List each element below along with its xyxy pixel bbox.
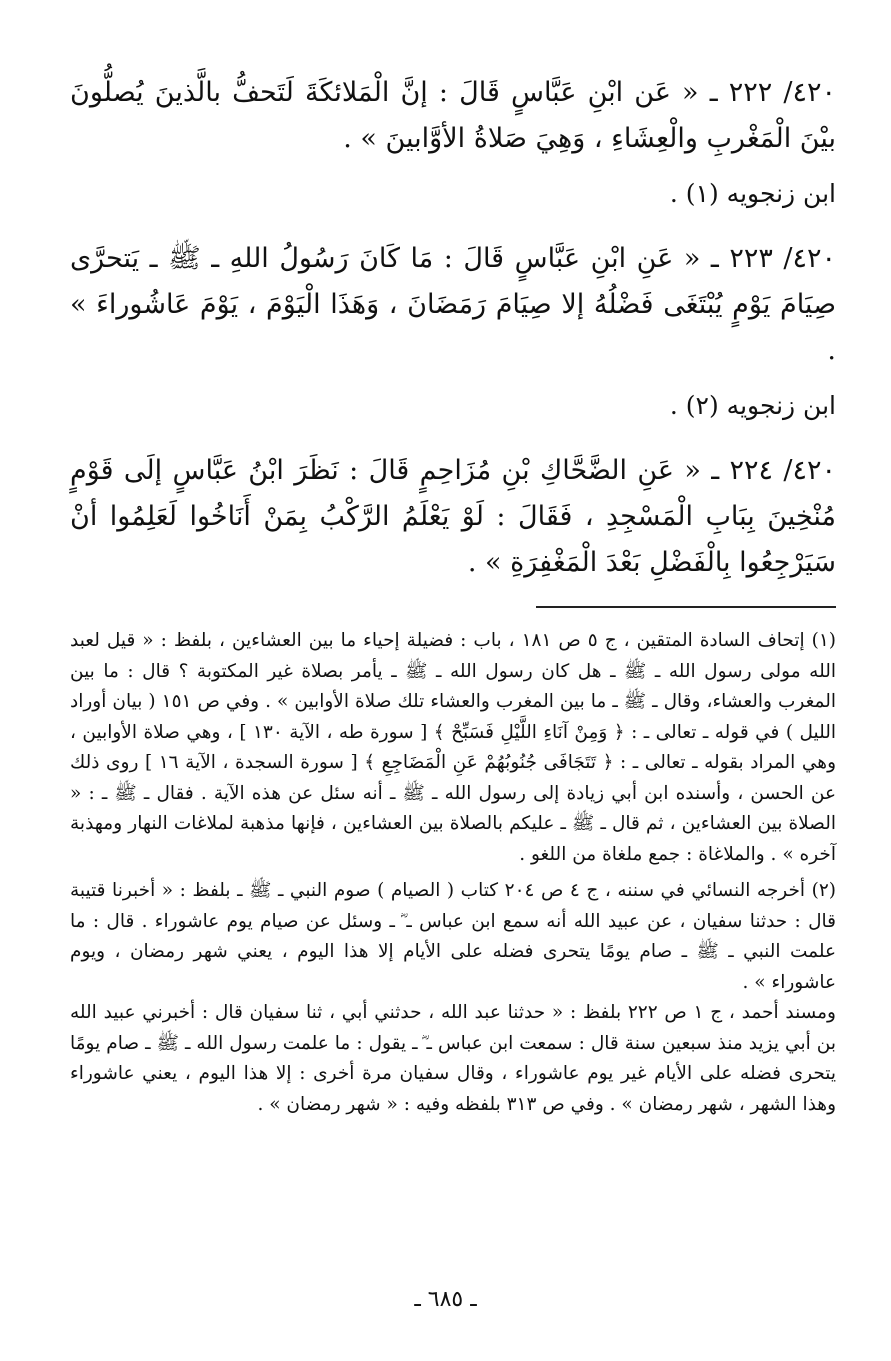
page-content [70, 70, 836, 1120]
footnote-1: (١) إتحاف السادة المتقين ، ج ٥ ص ١٨١ ، باب : فضيلة إحياء ما بين العشاءين ، بلفظ : « قيل لعبد الله مولى رسول الله ـ ﷺ ـ هل كان رسول الله ـ ﷺ ـ يأمر بصلاة غير المكتوبة ؟ قال : ما بين المغرب والعشاء، وقال ـ ﷺ ـ ما بين المغرب والعشاء تلك صلاة الأوابين » . وفي ص ١٥١ ( بيان أوراد الليل ) في قوله ـ تعالى ـ : ﴿ وَمِنْ آنَاءِ اللَّيْلِ فَسَبِّحْ ﴾ [ سورة طه ، الآية ١٣٠ ] ، وهي صلاة الأوابين ، وهي المراد بقوله ـ تعالى ـ : ﴿ تَتَجَافَى جُنُوبُهُمْ عَنِ الْمَضَاجِعِ ﴾ [ سورة السجدة ، الآية ١٦ ] روى ذلك عن الحسن ، وأسنده ابن أبي زيادة إلى رسول الله ـ ﷺ ـ أنه سئل عن هذه الآية . فقال ـ ﷺ ـ : « الصلاة بين العشاءين ، ثم قال ـ ﷺ ـ عليكم بالصلاة بين العشاءين ، فإنها مذهبة لملاغات النهار ومهذبة آخره » . والملاغاة : جمع ملغاة من اللغو . [70, 630, 837, 865]
footnote-2: (٢) أخرجه النسائي في سننه ، ج ٤ ص ٢٠٤ كتاب ( الصيام ) صوم النبي ـ ﷺ ـ بلفظ : « أخبرنا قتيبة قال : حدثنا سفيان ، عن عبيد الله أنه سمع ابن عباس ـ ؓ ـ وسئل عن صيام يوم عاشوراء . قال : ما علمت النبي ـ ﷺ ـ صام يومًا يتحرى فضله على الأيام إلا هذا اليوم ، يعني شهر رمضان ، ويوم عاشوراء » . [70, 880, 836, 993]
page-number: ـ ٦٨٥ ـ [414, 1287, 477, 1312]
hadith-source-222: ابن زنجويه (١) . [669, 179, 836, 208]
hadith-source-223: ابن زنجويه (٢) . [669, 391, 836, 420]
hadith-entry-222: ٤٢٠/ ٢٢٢ ـ « عَن ابْنِ عَبَّاسٍ قَالَ : إنَّ الْمَلائكَةَ لَتَحفُّ بالَّذينَ يُصلُّونَ بيْنَ الْمَغْربِ والْعِشَاءِ ، وَهِيَ صَلاةُ الأوَّابينَ » . [70, 77, 836, 154]
footnote-2-continuation: ومسند أحمد ، ج ١ ص ٢٢٢ بلفظ : « حدثنا عبد الله ، حدثني أبي ، ثنا سفيان قال : أخبرني عبيد الله بن أبي يزيد منذ سبعين سنة قال : سمعت ابن عباس ـ ؓ ـ يقول : ما علمت رسول الله ـ ﷺ ـ صام يومًا يتحرى فضله على الأيام غير يوم عاشوراء ، وقال سفيان مرة أخرى : إلا هذا اليوم ، يعني عاشوراء وهذا الشهر ، شهر رمضان » . وفي ص ٣١٣ بلفظه وفيه : « شهر رمضان » . [70, 1002, 836, 1115]
footnote-divider [536, 606, 836, 608]
hadith-entry-223: ٤٢٠/ ٢٢٣ ـ « عَنِ ابْنِ عَبَّاسٍ قَالَ : مَا كَانَ رَسُولُ اللهِ ـ ﷺ ـ يَتحرَّى صِيَامَ يَوْمٍ يُبْتَغَى فَضْلُهُ إلا صِيَامَ رَمَضَانَ ، وَهَذَا الْيَوْمَ ، يَوْمَ عَاشُوراءَ » . [70, 243, 836, 366]
hadith-entry-224: ٤٢٠/ ٢٢٤ ـ « عَنِ الضَّحَّاكِ بْنِ مُزَاحِمٍ قَالَ : نَظَرَ ابْنُ عَبَّاسٍ إلَى قَوْمٍ مُنْخِينَ بِبَابِ الْمَسْجِدِ ، فَقَالَ : لَوْ يَعْلَمُ الرَّكْبُ بِمَنْ أَنَاخُوا لَعَلِمُوا أنْ سَيَرْجِعُوا بِالْفَضْلِ بَعْدَ الْمَغْفِرَةِ » . [70, 455, 836, 578]
